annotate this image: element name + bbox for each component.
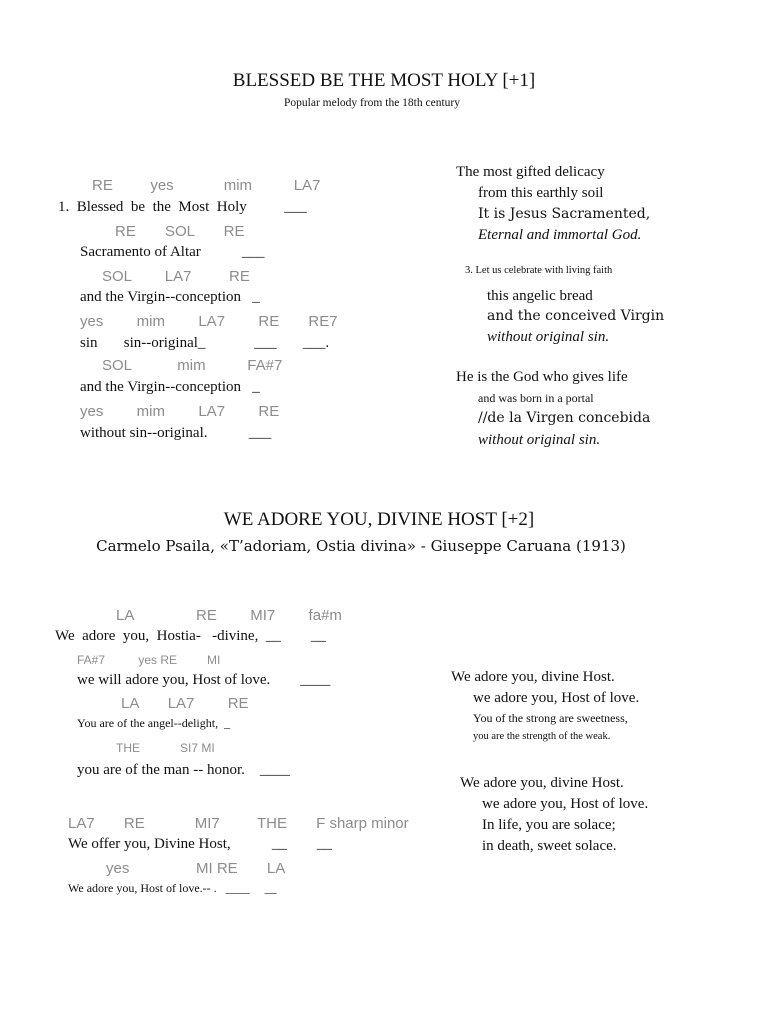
lyric-line: without sin--original. ___: [80, 425, 272, 441]
lyric-line: We adore you, Hostia- -divine, __ __: [55, 628, 326, 644]
chord-line: yes mim LA7 RE RE7: [80, 313, 338, 330]
chord-line: LA LA7 RE: [121, 695, 249, 712]
lyric-line: you are of the man -- honor. ____: [77, 762, 290, 778]
verse-line: we adore you, Host of love.: [473, 690, 640, 706]
lyric-line: We adore you, Host of love.-- . ____ __: [68, 881, 277, 895]
lyric-line: Sacramento of Altar ___: [80, 244, 265, 260]
verse-line: Eternal and immortal God.: [478, 227, 642, 243]
chord-line: SOL mim FA#7: [102, 357, 283, 374]
chord-line: FA#7 yes RE MI: [77, 653, 221, 667]
chord-line: SOL LA7 RE: [102, 268, 250, 285]
chord-line: LA7 RE MI7 THE F sharp minor: [68, 815, 409, 832]
chord-line: LA RE MI7 fa#m: [116, 607, 342, 624]
chord-line: THE SI7 MI: [116, 741, 215, 755]
verse-line: and the conceived Virgin: [487, 308, 665, 324]
lyric-line: We offer you, Divine Host, __ __: [68, 836, 332, 852]
song1-subtitle: Popular melody from the 18th century: [284, 97, 460, 109]
verse-line: You of the strong are sweetness,: [473, 711, 628, 725]
lyric-line: You are of the angel--delight, _: [77, 716, 231, 730]
song2-title: WE ADORE YOU, DIVINE HOST [+2]: [223, 509, 535, 530]
lyric-line: and the Virgin--conception _: [80, 379, 260, 395]
lyric-line: we will adore you, Host of love. ____: [77, 672, 331, 688]
verse-line: He is the God who gives life: [456, 369, 628, 385]
verse-line: from this earthly soil: [478, 185, 604, 201]
verse-line: without original sin.: [487, 329, 610, 345]
verse-line: //de la Virgen concebida: [478, 410, 651, 426]
verse-line: We adore you, divine Host.: [451, 669, 615, 685]
verse-line: In life, you are solace;: [482, 817, 616, 833]
verse-line: in death, sweet solace.: [482, 838, 617, 854]
lyric-line: 1. Blessed be the Most Holy ___: [58, 199, 307, 215]
verse-line: without original sin.: [478, 432, 601, 448]
verse-line: 3. Let us celebrate with living faith: [465, 265, 613, 276]
verse-line: The most gifted delicacy: [456, 164, 605, 180]
lyric-line: and the Virgin--conception _: [80, 289, 260, 305]
verse-line: this angelic bread: [487, 288, 593, 304]
chord-line: yes mim LA7 RE: [80, 403, 280, 420]
song2-credit: Carmelo Psaila, «T’adoriam, Ostia divina» - Giuseppe Caruana (1913): [96, 537, 626, 555]
verse-line: We adore you, divine Host.: [460, 775, 624, 791]
verse-line: and was born in a portal: [478, 391, 594, 405]
verse-line: we adore you, Host of love.: [482, 796, 649, 812]
song1-title: BLESSED BE THE MOST HOLY [+1]: [232, 70, 536, 91]
chord-line: yes MI RE LA: [106, 860, 286, 877]
verse-line: It is Jesus Sacramented,: [478, 206, 651, 222]
chord-line: RE yes mim LA7: [92, 177, 321, 194]
verse-line: you are the strength of the weak.: [473, 731, 611, 742]
chord-line: RE SOL RE: [115, 223, 245, 240]
lyric-line: sin sin--original_ ___ ___.: [80, 335, 330, 351]
